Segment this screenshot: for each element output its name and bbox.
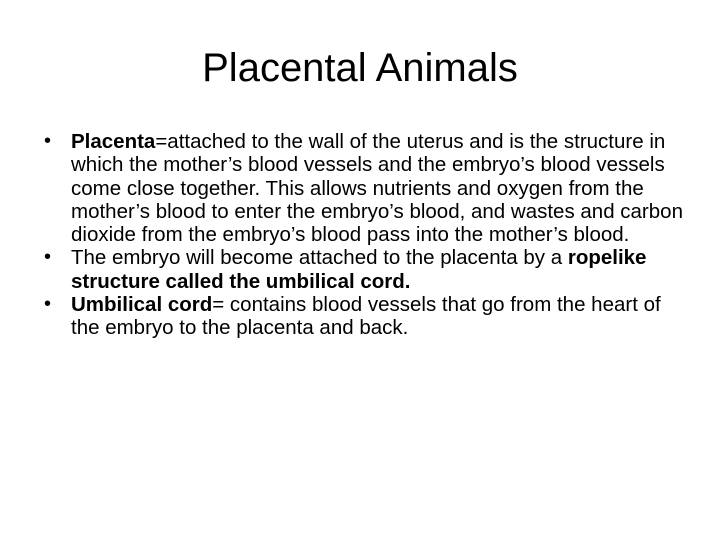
text-embryo-attachment: The embryo will become attached to the placenta by a: [71, 246, 568, 270]
emphasis-umbilical-cord: ropelike structure called the umbilical cord.: [71, 246, 647, 293]
bullet-item-embryo-attachment: [44, 246, 694, 293]
bullet-item-placenta: [44, 130, 694, 246]
bullet-list: [44, 130, 694, 340]
slide-title: Placental Animals: [202, 46, 518, 90]
definition-placenta: =attached to the wall of the uterus and is the structure in which the mother’s blood vessels and the embryo’s blood vessels come close together. This allows nutrients and oxygen from the mother’s blood to enter the embryo’s blood, and wastes and carbon dioxide from the embryo’s blood pass into the mother’s blood.: [71, 130, 683, 247]
bullet-icon: •: [44, 130, 52, 152]
bullet-item-umbilical-cord: [44, 293, 694, 340]
term-umbilical-cord: Umbilical cord: [71, 293, 213, 317]
bullet-icon: •: [44, 293, 52, 316]
definition-umbilical-cord: = contains blood vessels that go from the heart of the embryo to the placenta and back.: [71, 293, 661, 340]
bullet-icon: •: [44, 246, 52, 269]
term-placenta: Placenta: [71, 130, 156, 153]
